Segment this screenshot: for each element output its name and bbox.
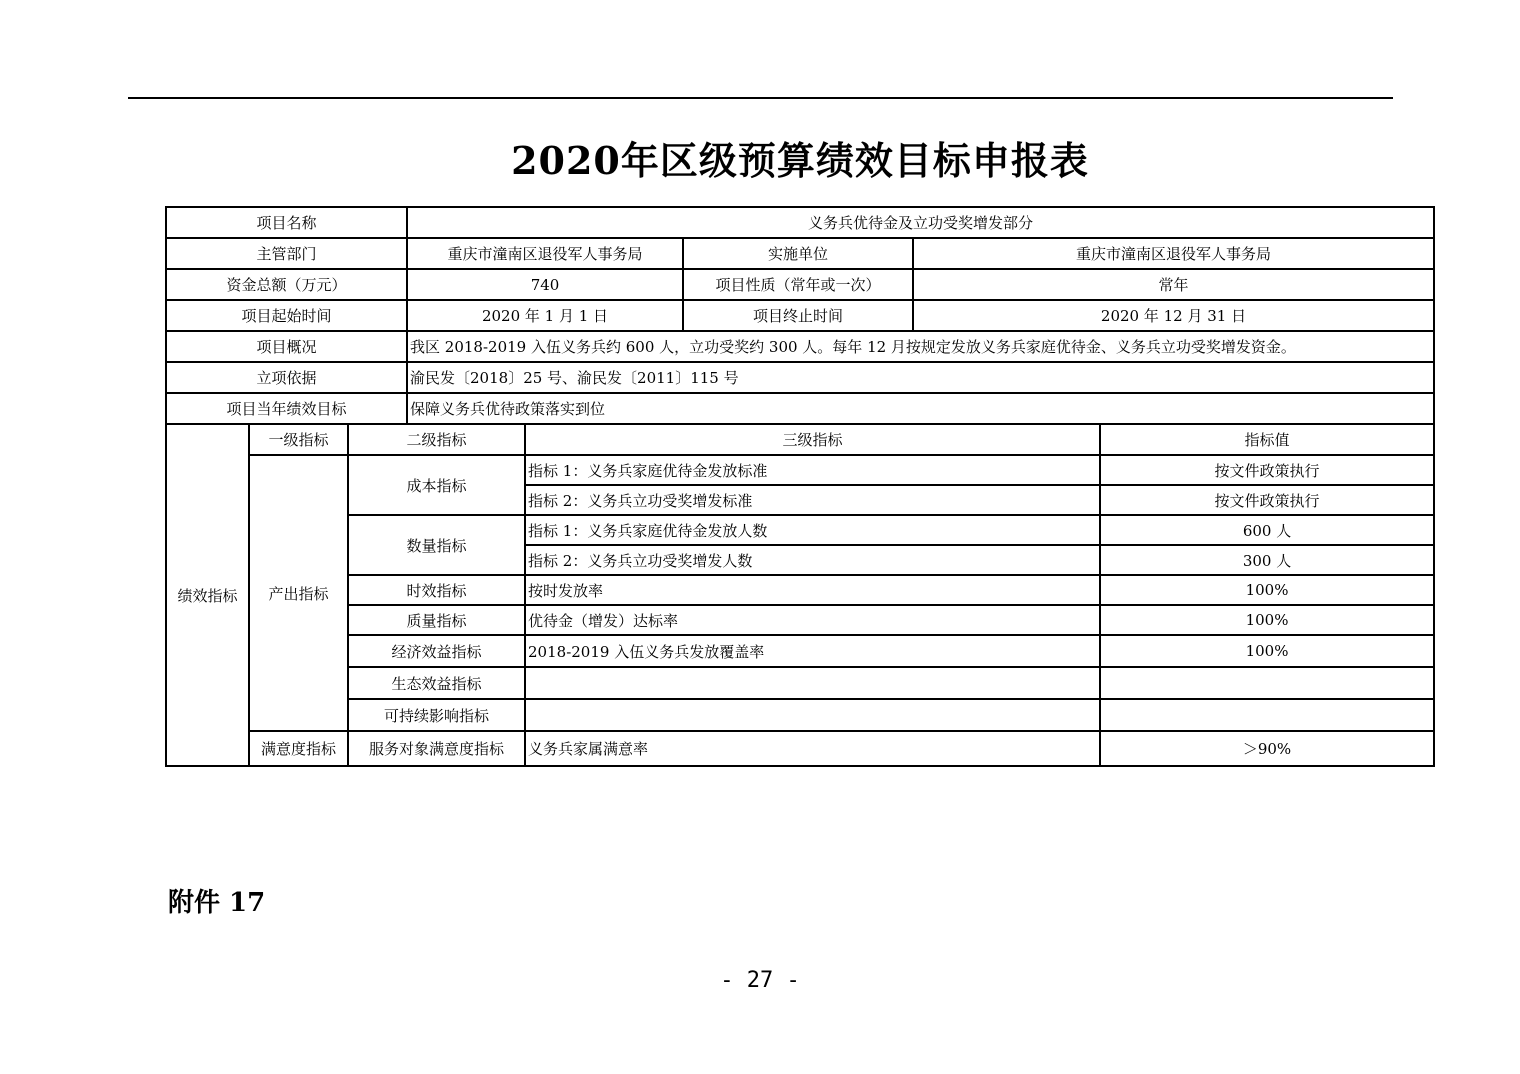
header-value: 指标值 bbox=[1100, 424, 1434, 455]
start-date-label: 项目起始时间 bbox=[166, 300, 407, 331]
row-dates bbox=[166, 300, 1434, 331]
level2-label: 经济效益指标 bbox=[348, 635, 525, 667]
indicator-value bbox=[1100, 667, 1434, 699]
cost-indicator-label: 成本指标 bbox=[348, 455, 525, 515]
quantity-indicator-label: 数量指标 bbox=[348, 515, 525, 575]
indicator-header-row bbox=[166, 424, 1434, 455]
table-row bbox=[166, 699, 1434, 731]
level2-label: 可持续影响指标 bbox=[348, 699, 525, 731]
page-title: 2020年区级预算绩效目标申报表 bbox=[511, 138, 1089, 183]
project-name-value: 义务兵优待金及立功受奖增发部分 bbox=[407, 207, 1434, 238]
implementer-label: 实施单位 bbox=[683, 238, 913, 269]
level2-label: 质量指标 bbox=[348, 605, 525, 635]
indicator-name bbox=[525, 667, 1100, 699]
indicator-value: 按文件政策执行 bbox=[1100, 455, 1434, 485]
indicator-value: 300 人 bbox=[1100, 545, 1434, 575]
end-date-label: 项目终止时间 bbox=[683, 300, 913, 331]
indicator-name: 按时发放率 bbox=[525, 575, 1100, 605]
header-level1: 一级指标 bbox=[249, 424, 348, 455]
end-date-value: 2020 年 12 月 31 日 bbox=[913, 300, 1434, 331]
indicator-name: 2018-2019 入伍义务兵发放覆盖率 bbox=[525, 635, 1100, 667]
funds-label: 资金总额（万元） bbox=[166, 269, 407, 300]
row-goal bbox=[166, 393, 1434, 424]
header-level3: 三级指标 bbox=[525, 424, 1100, 455]
indicator-name bbox=[525, 699, 1100, 731]
project-name-label: 项目名称 bbox=[166, 207, 407, 238]
nature-value: 常年 bbox=[913, 269, 1434, 300]
level2-label: 时效指标 bbox=[348, 575, 525, 605]
overview-label: 项目概况 bbox=[166, 331, 407, 362]
indicator-name: 指标 2：义务兵立功受奖增发人数 bbox=[525, 545, 1100, 575]
indicator-value: ＞90% bbox=[1100, 731, 1434, 766]
funds-value: 740 bbox=[407, 269, 683, 300]
output-indicator-label: 产出指标 bbox=[249, 455, 348, 731]
level2-label: 生态效益指标 bbox=[348, 667, 525, 699]
indicator-value: 按文件政策执行 bbox=[1100, 485, 1434, 515]
indicator-value bbox=[1100, 699, 1434, 731]
basis-label: 立项依据 bbox=[166, 362, 407, 393]
indicator-name: 指标 1：义务兵家庭优待金发放人数 bbox=[525, 515, 1100, 545]
nature-label: 项目性质（常年或一次） bbox=[683, 269, 913, 300]
indicator-value: 100% bbox=[1100, 635, 1434, 667]
indicator-value: 100% bbox=[1100, 605, 1434, 635]
indicator-value: 100% bbox=[1100, 575, 1434, 605]
overview-value: 我区 2018-2019 入伍义务兵约 600 人，立功受奖约 300 人。每年 12 月按规定发放义务兵家庭优待金、义务兵立功受奖增发资金。 bbox=[407, 331, 1434, 362]
goal-value: 保障义务兵优待政策落实到位 bbox=[407, 393, 1434, 424]
performance-indicator-label: 绩效指标 bbox=[166, 424, 249, 766]
satisfaction-indicator-label: 满意度指标 bbox=[249, 731, 348, 766]
table-row bbox=[166, 515, 1434, 545]
budget-performance-table bbox=[165, 206, 1435, 767]
indicator-name: 优待金（增发）达标率 bbox=[525, 605, 1100, 635]
row-overview bbox=[166, 331, 1434, 362]
attachment-label: 附件 17 bbox=[168, 888, 266, 918]
page-number: - 27 - bbox=[720, 968, 800, 993]
indicator-name: 指标 2：义务兵立功受奖增发标准 bbox=[525, 485, 1100, 515]
table-row bbox=[166, 605, 1434, 635]
row-department bbox=[166, 238, 1434, 269]
implementer-value: 重庆市潼南区退役军人事务局 bbox=[913, 238, 1434, 269]
table-row bbox=[166, 731, 1434, 766]
indicator-name: 义务兵家属满意率 bbox=[525, 731, 1100, 766]
row-basis bbox=[166, 362, 1434, 393]
header-rule bbox=[128, 97, 1393, 99]
indicator-value: 600 人 bbox=[1100, 515, 1434, 545]
table-row bbox=[166, 667, 1434, 699]
table-row bbox=[166, 455, 1434, 485]
basis-value: 渝民发〔2018〕25 号、渝民发〔2011〕115 号 bbox=[407, 362, 1434, 393]
table-row bbox=[166, 575, 1434, 605]
department-label: 主管部门 bbox=[166, 238, 407, 269]
row-project-name bbox=[166, 207, 1434, 238]
indicator-name: 指标 1：义务兵家庭优待金发放标准 bbox=[525, 455, 1100, 485]
header-level2: 二级指标 bbox=[348, 424, 525, 455]
row-funds bbox=[166, 269, 1434, 300]
goal-label: 项目当年绩效目标 bbox=[166, 393, 407, 424]
level2-label: 服务对象满意度指标 bbox=[348, 731, 525, 766]
department-value: 重庆市潼南区退役军人事务局 bbox=[407, 238, 683, 269]
table-row bbox=[166, 635, 1434, 667]
start-date-value: 2020 年 1 月 1 日 bbox=[407, 300, 683, 331]
